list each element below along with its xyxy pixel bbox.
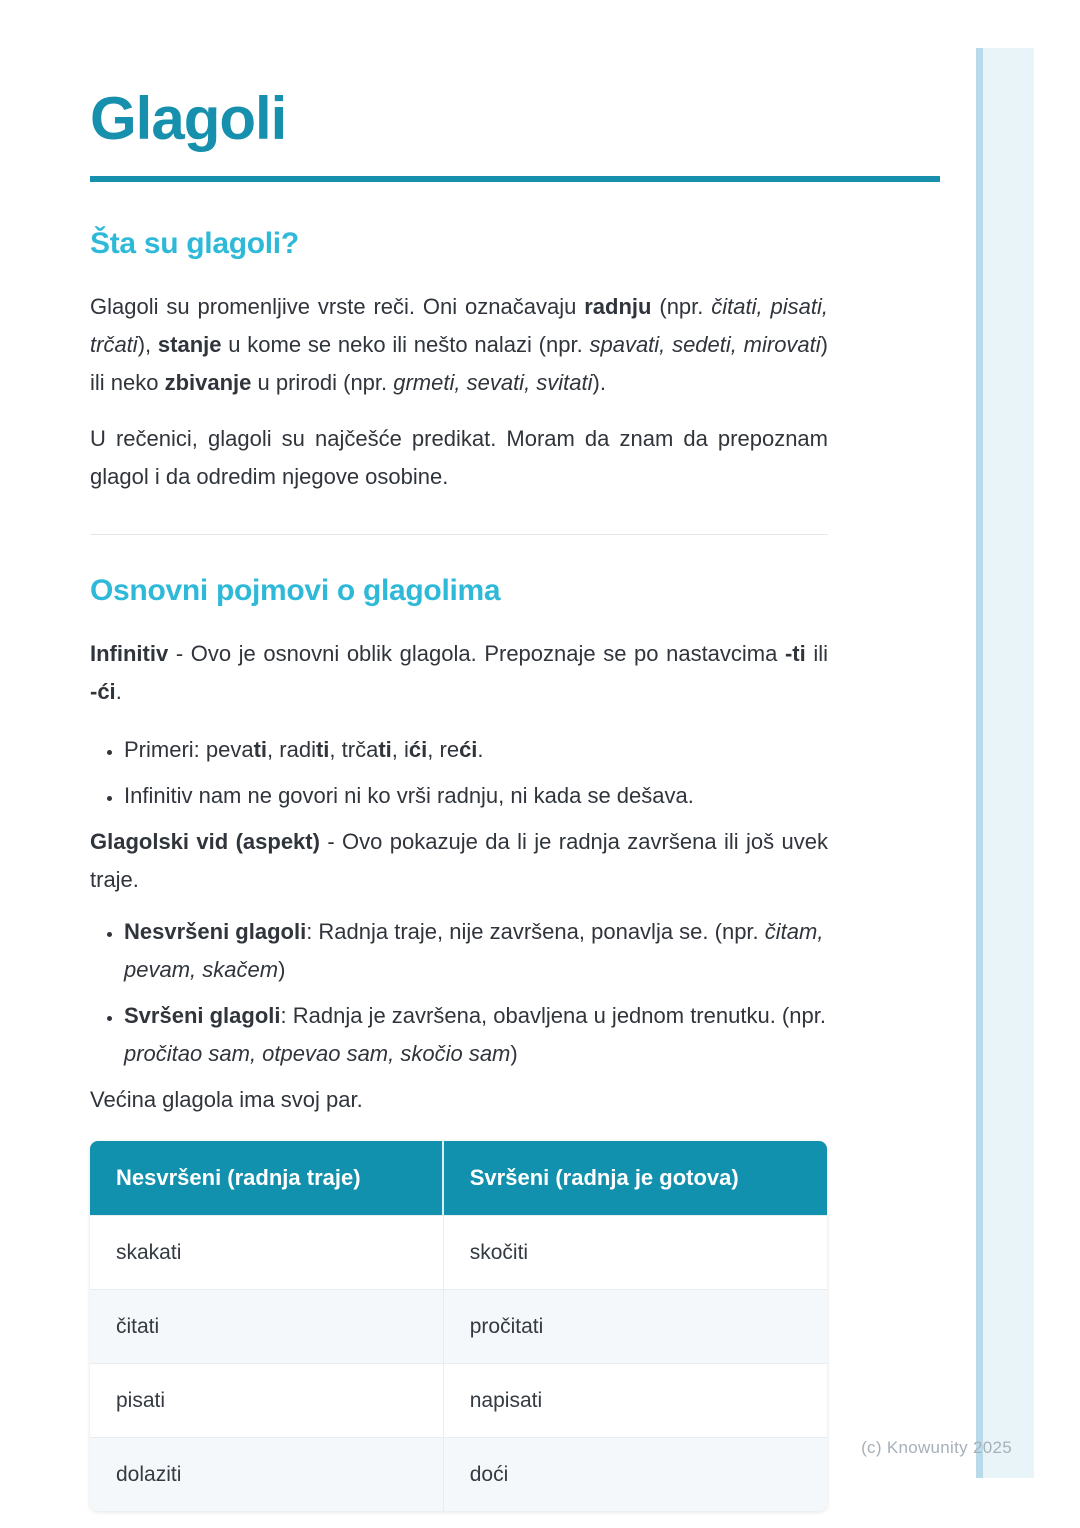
aspect-pairs-table bbox=[90, 1141, 827, 1511]
table-row bbox=[90, 1289, 827, 1363]
text-run: (npr. bbox=[651, 294, 712, 319]
text-run: ) ili neko bbox=[90, 332, 828, 395]
text-run: u kome se neko ili nešto nalazi (npr. bbox=[221, 332, 590, 357]
text-run: Infinitiv nam ne govori ni ko vrši radnju, ni kada se dešava. bbox=[124, 783, 694, 808]
list-item bbox=[124, 997, 828, 1073]
text-run: Primeri: peva bbox=[124, 737, 254, 762]
predikat-paragraph bbox=[90, 420, 828, 496]
verb-pairs-table bbox=[90, 1141, 827, 1511]
table-cell: pisati bbox=[90, 1363, 444, 1437]
pair-note: Većina glagola ima svoj par. bbox=[90, 1087, 363, 1112]
page-title: Glagoli bbox=[90, 85, 287, 152]
table-cell: skočiti bbox=[444, 1215, 827, 1289]
bold-text: Nesvršeni glagoli bbox=[124, 919, 307, 944]
table-header-row bbox=[90, 1141, 827, 1215]
text-run: : Radnja je završena, obavljena u jednom trenutku. (npr. bbox=[280, 1003, 826, 1028]
list-item bbox=[124, 913, 828, 989]
italic-text: čitati, pisati, trčati bbox=[90, 294, 828, 357]
table-row bbox=[90, 1363, 827, 1437]
italic-text: čitam, pevam, skačem bbox=[124, 919, 824, 982]
table-cell: pročitati bbox=[444, 1289, 827, 1363]
section-divider bbox=[90, 534, 828, 535]
bold-text: Infinitiv bbox=[90, 641, 169, 666]
text-run: U rečenici, glagoli su najčešće predikat. Moram da znam da prepoznam glagol i da odredim njegove osobine. bbox=[90, 426, 828, 489]
text-run: ili bbox=[805, 641, 828, 666]
table-cell: skakati bbox=[90, 1215, 444, 1289]
bold-text: ti bbox=[253, 737, 268, 762]
table-cell: čitati bbox=[90, 1289, 444, 1363]
intro-paragraph bbox=[90, 288, 828, 402]
bold-text: ći bbox=[408, 737, 428, 762]
table-cell: doći bbox=[444, 1437, 827, 1511]
list-item bbox=[124, 777, 828, 815]
bold-text: -ći bbox=[90, 679, 116, 704]
text-run: ), bbox=[137, 332, 158, 357]
text-run: Glagoli su promenljive vrste reči. Oni označavaju bbox=[90, 294, 585, 319]
document-content bbox=[90, 0, 942, 1511]
infinitiv-paragraph bbox=[90, 635, 828, 711]
text-run: ) bbox=[278, 957, 286, 982]
bold-text: radnju bbox=[584, 294, 652, 319]
text-run: - Ovo je osnovni oblik glagola. Prepoznaje se po nastavcima bbox=[168, 641, 785, 666]
text-column bbox=[90, 226, 828, 1511]
bold-text: ći bbox=[459, 737, 478, 762]
table-cell: napisati bbox=[444, 1363, 827, 1437]
list-item bbox=[124, 731, 828, 769]
table-row bbox=[90, 1215, 827, 1289]
text-run: : Radnja traje, nije završena, ponavlja se. (npr. bbox=[306, 919, 765, 944]
text-run: ) bbox=[510, 1041, 518, 1066]
table-header-cell: Svršeni (radnja je gotova) bbox=[444, 1141, 827, 1215]
text-run: , re bbox=[427, 737, 460, 762]
section-heading-sta-su-glagoli: Šta su glagoli? bbox=[90, 227, 299, 260]
italic-text: pročitao sam, otpevao sam, skočio sam bbox=[124, 1041, 511, 1066]
text-run: . bbox=[115, 679, 122, 704]
text-run: , radi bbox=[267, 737, 316, 762]
bold-text: ti bbox=[315, 737, 330, 762]
text-run: u prirodi (npr. bbox=[251, 370, 394, 395]
table-row bbox=[90, 1437, 827, 1511]
text-run: ). bbox=[592, 370, 606, 395]
bold-text: zbivanje bbox=[164, 370, 252, 395]
table-header-cell: Nesvršeni (radnja traje) bbox=[90, 1141, 444, 1215]
page-edge-decoration bbox=[976, 48, 1034, 1478]
bold-text: stanje bbox=[157, 332, 222, 357]
italic-text: spavati, sedeti, mirovati bbox=[589, 332, 821, 357]
bold-text: -ti bbox=[784, 641, 806, 666]
text-run: - Ovo pokazuje da li je radnja završena ili još uvek traje. bbox=[90, 829, 828, 892]
italic-text: grmeti, sevati, svitati bbox=[393, 370, 593, 395]
bold-text: Svršeni glagoli bbox=[124, 1003, 281, 1028]
text-run: , trča bbox=[329, 737, 379, 762]
bold-text: ti bbox=[378, 737, 392, 762]
vid-list bbox=[90, 913, 828, 1073]
bold-text: Glagolski vid (aspekt) bbox=[90, 829, 320, 854]
text-run: , i bbox=[391, 737, 409, 762]
glagolski-vid-paragraph bbox=[90, 823, 828, 899]
title-underline bbox=[90, 176, 940, 182]
infinitiv-list bbox=[90, 731, 828, 815]
copyright-footer: (c) Knowunity 2025 bbox=[861, 1438, 1012, 1457]
table-cell: dolaziti bbox=[90, 1437, 444, 1511]
section-heading-osnovni-pojmovi: Osnovni pojmovi o glagolima bbox=[90, 574, 501, 607]
text-run: . bbox=[477, 737, 484, 762]
